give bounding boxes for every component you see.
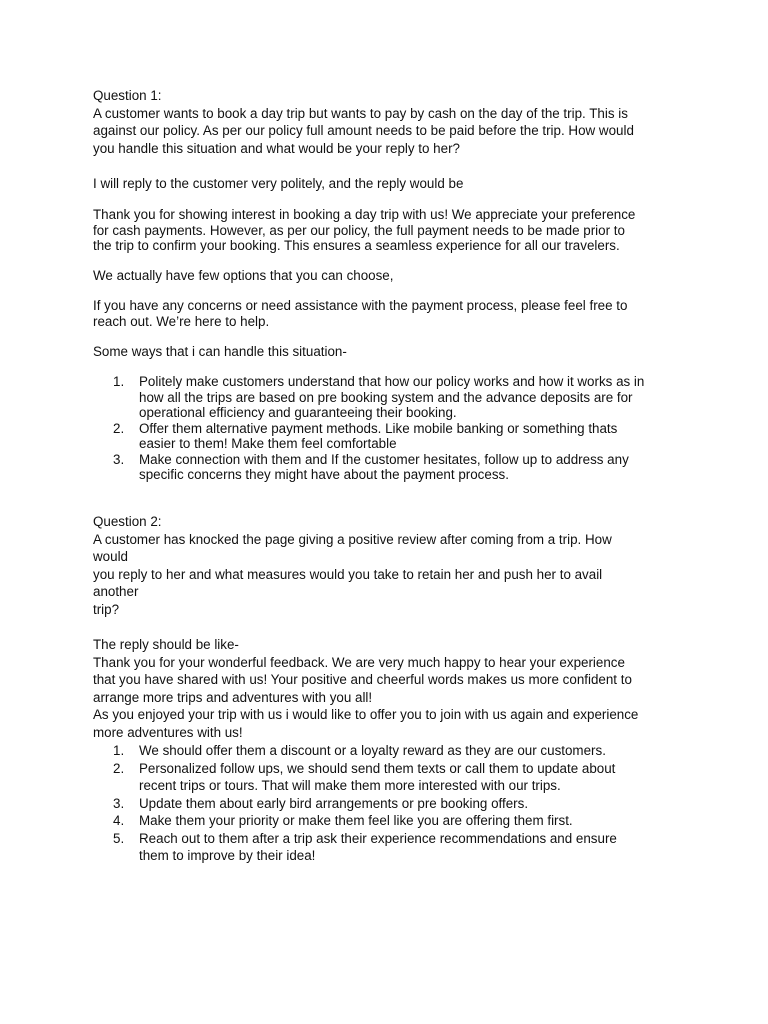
list-line: Update them about early bird arrangements or pre booking offers.	[139, 795, 529, 811]
reply-line: Thank you for showing interest in booking a day trip with us! We appreciate your preference	[93, 207, 636, 222]
q1-handling-list	[93, 374, 683, 483]
q2-reply-line: more adventures with us!	[93, 724, 243, 740]
ways-text: Some ways that i can handle this situation-	[93, 344, 347, 359]
list-number: 1.	[113, 374, 125, 389]
list-line: Offer them alternative payment methods. Like mobile banking or something thats	[139, 420, 618, 436]
options-text: We actually have few options that you can choose,	[93, 268, 394, 283]
list-item	[93, 374, 683, 421]
question-2-label: Question 2:	[93, 514, 162, 529]
list-line: Politely make customers understand that how our policy works and how it works as in	[139, 374, 645, 389]
list-item	[93, 812, 683, 830]
concerns-line: If you have any concerns or need assistance with the payment process, please feel free to	[93, 298, 628, 313]
list-number: 2.	[113, 420, 125, 436]
list-line: Personalized follow ups, we should send them texts or call them to update about	[139, 760, 616, 776]
question-2-heading	[93, 513, 683, 618]
question-1-label: Question 1:	[93, 88, 162, 103]
list-item	[93, 830, 683, 865]
question-1-line: A customer wants to book a day trip but wants to pay by cash on the day of the trip. This is	[93, 105, 628, 121]
question-2-line: would	[93, 549, 128, 564]
list-number: 3.	[113, 451, 125, 467]
q2-measures-list	[93, 742, 683, 865]
list-line: how all the trips are based on pre booking system and the advance deposits are for	[139, 389, 633, 405]
reply-intro	[93, 175, 683, 193]
concerns-paragraph	[93, 298, 683, 329]
question-2-line: you reply to her and what measures would you take to retain her and push her to avail	[93, 566, 603, 582]
list-line: easier to them! Make them feel comfortable	[139, 436, 397, 451]
q2-reply-paragraph	[93, 636, 683, 741]
q2-reply-line: that you have shared with us! Your positive and cheerful words makes us more confident to	[93, 672, 632, 687]
list-line: Make connection with them and If the customer hesitates, follow up to address any	[139, 451, 629, 467]
list-number: 4.	[113, 813, 125, 828]
question-1-line: against our policy. As per our policy full amount needs to be paid before the trip. How would	[93, 123, 634, 138]
ways-paragraph	[93, 343, 683, 361]
q2-reply-line: arrange more trips and adventures with you all!	[93, 689, 373, 705]
list-number: 5.	[113, 830, 125, 846]
list-line: We should offer them a discount or a loyalty reward as they are our customers.	[139, 743, 606, 758]
question-1-line: you handle this situation and what would be your reply to her?	[93, 140, 460, 156]
list-number: 2.	[113, 760, 125, 776]
list-item	[93, 795, 683, 813]
list-line: them to improve by their idea!	[139, 848, 316, 863]
reply-line: for cash payments. However, as per our policy, the full payment needs to be made prior to	[93, 222, 625, 238]
q2-reply-intro: The reply should be like-	[93, 637, 239, 652]
reply-paragraph	[93, 207, 683, 254]
list-item	[93, 421, 683, 452]
reply-intro-text: I will reply to the customer very politely, and the reply would be	[93, 176, 464, 191]
list-line: Make them your priority or make them feel like you are offering them first.	[139, 813, 573, 828]
question-2-line: A customer has knocked the page giving a positive review after coming from a trip. How	[93, 531, 612, 547]
list-line: recent trips or tours. That will make them more interested with our trips.	[139, 778, 561, 793]
concerns-line: reach out. We’re here to help.	[93, 313, 270, 329]
list-line: operational efficiency and guaranteeing their booking.	[139, 405, 457, 420]
list-line: specific concerns they might have about the payment process.	[139, 467, 509, 482]
question-2-line: another	[93, 584, 139, 599]
list-item	[93, 742, 683, 760]
question-1-heading	[93, 87, 683, 157]
reply-line: the trip to confirm your booking. This ensures a seamless experience for all our travelers.	[93, 238, 620, 253]
list-item	[93, 760, 683, 795]
options-paragraph	[93, 267, 683, 285]
list-number: 1.	[113, 743, 125, 758]
list-number: 3.	[113, 795, 125, 811]
q2-reply-line: Thank you for your wonderful feedback. We are very much happy to hear your experience	[93, 654, 625, 670]
q2-reply-line: As you enjoyed your trip with us i would like to offer you to join with us again and experience	[93, 707, 639, 722]
question-2-line: trip?	[93, 601, 120, 617]
list-item	[93, 452, 683, 483]
list-line: Reach out to them after a trip ask their experience recommendations and ensure	[139, 830, 617, 846]
